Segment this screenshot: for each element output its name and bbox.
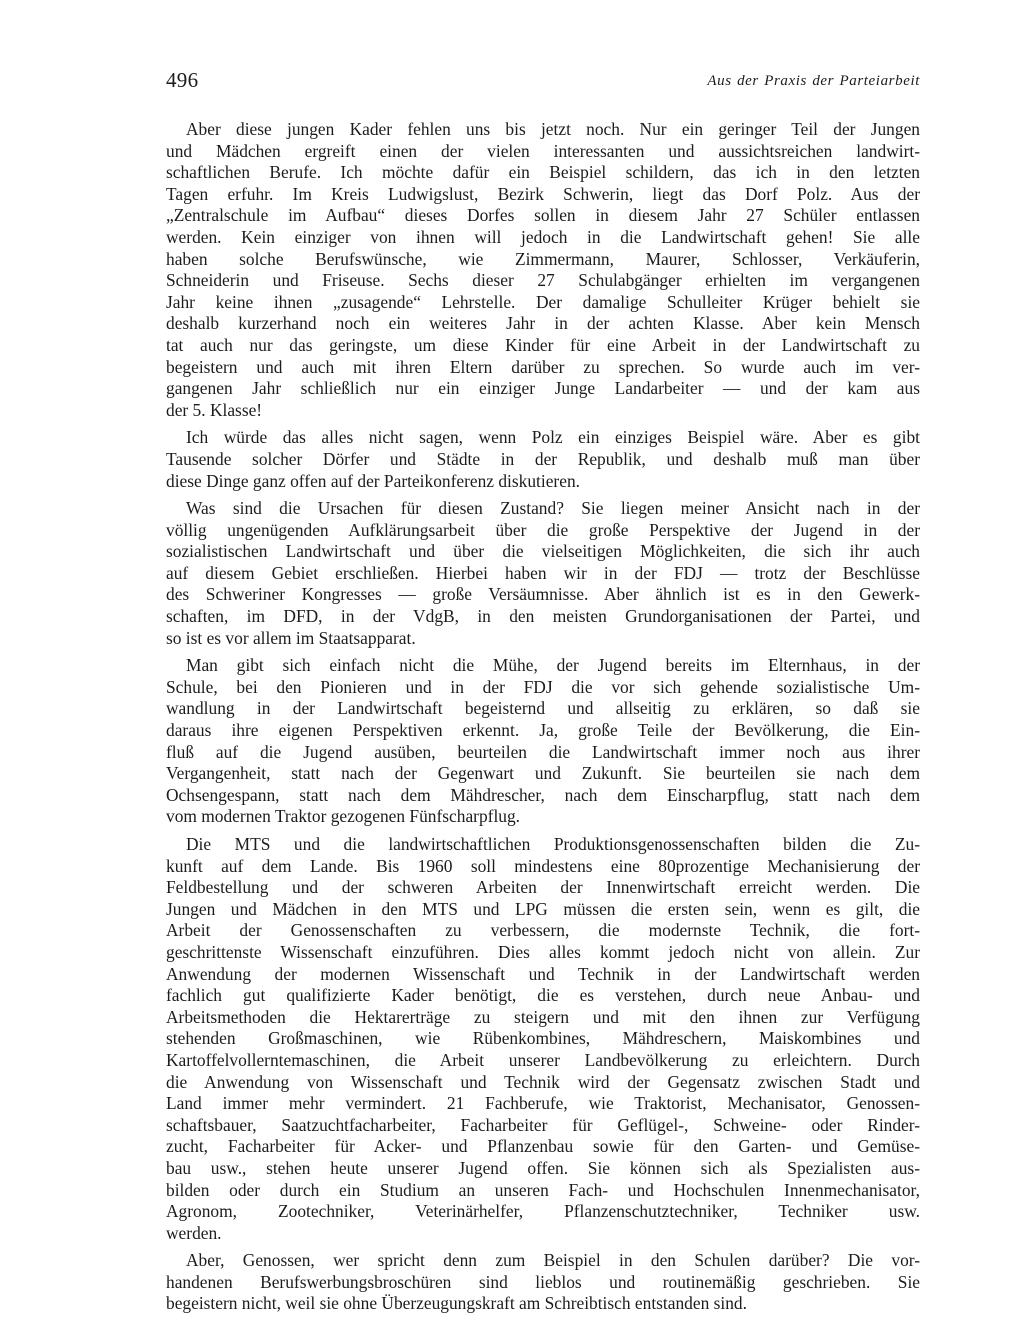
text-line: Man gibt sich einfach nicht die Mühe, der Jugend bereits im Elternhaus, in der xyxy=(186,655,920,676)
text-line: Tagen erfuhr. Im Kreis Ludwigslust, Bezirk Schwerin, liegt das Dorf Polz. Aus der xyxy=(166,183,920,204)
text-line: Schule, bei den Pionieren und in der FDJ die vor sich gehende sozialistische Um- xyxy=(166,676,920,697)
text-line: völlig ungenügenden Aufklärungsarbeit über die große Perspektive der Jugend in der xyxy=(166,519,920,540)
text-line: begeistern und auch mit ihren Eltern darüber zu sprechen. So wurde auch im ver- xyxy=(166,356,920,377)
text-line: Aber, Genossen, wer spricht denn zum Beispiel in den Schulen darüber? Die vor- xyxy=(186,1250,920,1271)
text-line: sozialistischen Landwirtschaft und über die vielseitigen Möglichkeiten, die sich ihr auch xyxy=(166,541,920,562)
text-line: zucht, Facharbeiter für Acker- und Pflanzenbau sowie für den Garten- und Gemüse- xyxy=(166,1136,920,1157)
text-line: fachlich gut qualifizierte Kader benötigt, die es verstehen, durch neue Anbau- und xyxy=(166,985,920,1006)
text-line: bilden oder durch ein Studium an unseren Fach- und Hochschulen Innenmechanisator, xyxy=(166,1179,920,1200)
text-line: tat auch nur das geringste, um diese Kinder für eine Arbeit in der Landwirtschaft zu xyxy=(166,334,920,355)
text-line: Arbeitsmethoden die Hektarerträge zu steigern und mit den ihnen zur Verfügung xyxy=(166,1006,920,1027)
text-line: Schneiderin und Friseuse. Sechs dieser 27 Schulabgänger erhielten im vergangenen xyxy=(166,270,920,291)
paragraph xyxy=(166,1250,920,1315)
text-line: deshalb kurzerhand noch ein weiteres Jahr in der achten Klasse. Aber kein Mensch xyxy=(166,313,920,334)
text-line: werden. Kein einziger von ihnen will jedoch in die Landwirtschaft gehen! Sie alle xyxy=(166,226,920,247)
text-line: Feldbestellung und der schweren Arbeiten der Innenwirtschaft erreicht werden. Die xyxy=(166,877,920,898)
text-line: kunft auf dem Lande. Bis 1960 soll mindestens eine 80prozentige Mechanisierung der xyxy=(166,855,920,876)
text-line: daraus ihre eigenen Perspektiven erkennt. Ja, große Teile der Bevölkerung, die Ein- xyxy=(166,720,920,741)
text-line: Anwendung der modernen Wissenschaft und Technik in der Landwirtschaft werden xyxy=(166,963,920,984)
text-line: „Zentralschule im Aufbau“ dieses Dorfes sollen in diesem Jahr 27 Schüler entlassen xyxy=(166,205,920,226)
page-header xyxy=(166,68,920,98)
text-line: stehenden Großmaschinen, wie Rübenkombines, Mähdreschern, Maiskombines und xyxy=(166,1028,920,1049)
text-line: der 5. Klasse! xyxy=(166,399,263,420)
text-line: Die MTS und die landwirtschaftlichen Produktionsgenossenschaften bilden die Zu- xyxy=(186,834,920,854)
page-number: 496 xyxy=(166,68,199,92)
text-line: werden. xyxy=(166,1222,222,1243)
text-line: Agronom, Zootechniker, Veterinärhelfer, Pflanzenschutztechniker, Techniker usw. xyxy=(166,1201,920,1222)
text-line: Was sind die Ursachen für diesen Zustand? Sie liegen meiner Ansicht nach in der xyxy=(186,498,920,519)
text-line: Arbeit der Genossenschaften zu verbessern, die modernste Technik, die fort- xyxy=(166,920,920,941)
text-line: Aber diese jungen Kader fehlen uns bis jetzt noch. Nur ein geringer Teil der Jungen xyxy=(186,119,920,139)
text-line: schaftlichen Berufe. Ich möchte dafür ein Beispiel schildern, das ich in den letzten xyxy=(166,162,920,183)
text-line: so ist es vor allem im Staatsapparat. xyxy=(166,627,416,648)
text-line: geschrittenste Wissenschaft einzuführen. Dies alles kommt jedoch nicht von allein. Zur xyxy=(166,941,920,962)
text-line: schaftsbauer, Saatzuchtfacharbeiter, Facharbeiter für Geflügel-, Schweine- oder Rinder- xyxy=(166,1114,920,1135)
text-line: schaften, im DFD, in der VdgB, in den meisten Grundorganisationen der Partei, und xyxy=(166,606,920,627)
text-line: Vergangenheit, statt nach der Gegenwart und Zukunft. Sie beurteilen sie nach dem xyxy=(166,763,920,784)
text-line: Kartoffelvollerntemaschinen, die Arbeit unserer Landbevölkerung zu erleichtern. Durch xyxy=(166,1049,920,1070)
text-line: handenen Berufswerbungsbroschüren sind lieblos und routinemäßig geschrieben. Sie xyxy=(166,1271,920,1292)
paragraph xyxy=(166,498,920,649)
text-line: die Anwendung von Wissenschaft und Technik wird der Gegensatz zwischen Stadt und xyxy=(166,1071,920,1092)
text-line: begeistern nicht, weil sie ohne Überzeugungskraft am Schreibtisch entstanden sind. xyxy=(166,1293,747,1314)
text-line: auf diesem Gebiet erschließen. Hierbei haben wir in der FDJ — trotz der Beschlüsse xyxy=(166,562,920,583)
text-line: bau usw., stehen heute unserer Jugend offen. Sie können sich als Spezialisten aus- xyxy=(166,1157,920,1178)
text-line: Land immer mehr vermindert. 21 Fachberufe, wie Traktorist, Mechanisator, Genossen- xyxy=(166,1093,920,1114)
text-line: diese Dinge ganz offen auf der Parteikonferenz diskutieren. xyxy=(166,470,580,491)
body-text xyxy=(166,119,920,1321)
text-line: haben solche Berufswünsche, wie Zimmermann, Maurer, Schlosser, Verkäuferin, xyxy=(166,248,920,269)
text-line: Ich würde das alles nicht sagen, wenn Polz ein einziges Beispiel wäre. Aber es gibt xyxy=(186,427,920,448)
paragraph xyxy=(166,834,920,1244)
text-line: fluß auf die Jugend ausüben, beurteilen die Landwirtschaft immer noch aus ihrer xyxy=(166,741,920,762)
text-line: vom modernen Traktor gezogenen Fünfscharpflug. xyxy=(166,806,521,827)
text-line: Ochsengespann, statt nach dem Mähdrescher, nach dem Einscharpflug, statt nach dem xyxy=(166,784,920,805)
text-line: Tausende solcher Dörfer und Städte in der Republik, und deshalb muß man über xyxy=(166,448,920,469)
paragraph xyxy=(166,119,920,421)
text-line: wandlung in der Landwirtschaft begeisternd und allseitig zu erklären, so daß sie xyxy=(166,698,920,719)
running-head: Aus der Praxis der Parteiarbeit xyxy=(707,73,920,89)
paragraph xyxy=(166,427,920,492)
text-line: gangenen Jahr schließlich nur ein einziger Junge Landarbeiter — und der kam aus xyxy=(166,378,920,399)
text-line: und Mädchen ergreift einen der vielen interessanten und aussichtsreichen landwirt- xyxy=(166,140,920,161)
text-line: Jahr keine ihnen „zusagende“ Lehrstelle. Der damalige Schulleiter Krüger behielt sie xyxy=(166,291,920,312)
paragraph xyxy=(166,655,920,828)
text-line: Jungen und Mädchen in den MTS und LPG müssen die ersten sein, wenn es gilt, die xyxy=(166,898,920,919)
text-line: des Schweriner Kongresses — große Versäumnisse. Aber ähnlich ist es in den Gewerk- xyxy=(166,584,920,605)
